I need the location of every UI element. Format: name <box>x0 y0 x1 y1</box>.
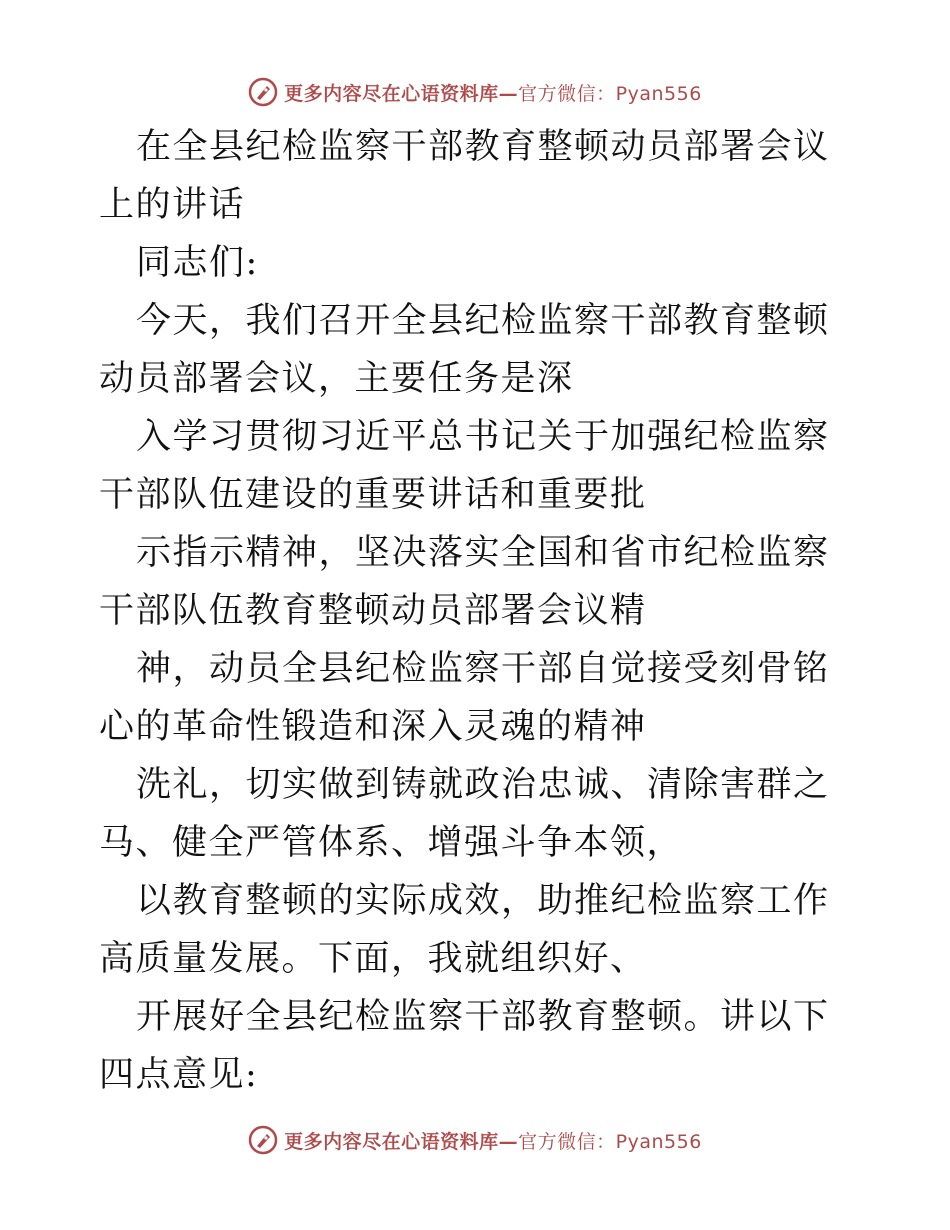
header-watermark <box>0 72 950 112</box>
watermark-brand: 更多内容尽在心语资料库 <box>284 82 499 105</box>
pen-nib-circle-icon <box>248 1125 278 1155</box>
watermark-dash: — <box>498 82 519 105</box>
document-body <box>99 118 859 1104</box>
body-paragraph: 神，动员全县纪检监察干部自觉接受刻骨铭心的革命性锻造和深入灵魂的精神 <box>99 649 830 747</box>
body-paragraph: 以教育整顿的实际成效，助推纪检监察工作高质量发展。下面，我就组织好、 <box>99 881 830 979</box>
watermark-wechat: 官方微信：Pyan556 <box>518 1130 702 1153</box>
body-paragraph: 洗礼，切实做到铸就政治忠诚、清除害群之马、健全严管体系、增强斗争本领， <box>99 765 830 863</box>
document-title: 在全县纪检监察干部教育整顿动员部署会议上的讲话 <box>99 127 830 225</box>
watermark-dash: — <box>498 1130 519 1153</box>
salutation: 同志们: <box>136 243 259 283</box>
footer-watermark <box>0 1120 950 1160</box>
watermark-wechat: 官方微信：Pyan556 <box>518 82 702 105</box>
body-paragraph: 入学习贯彻习近平总书记关于加强纪检监察干部队伍建设的重要讲话和重要批 <box>99 417 830 515</box>
watermark-text <box>284 1127 702 1154</box>
body-paragraph: 示指示精神，坚决落实全国和省市纪检监察干部队伍教育整顿动员部署会议精 <box>99 533 830 631</box>
body-paragraph: 开展好全县纪检监察干部教育整顿。讲以下四点意见: <box>99 997 830 1095</box>
body-paragraph: 今天，我们召开全县纪检监察干部教育整顿动员部署会议，主要任务是深 <box>99 301 830 399</box>
watermark-brand: 更多内容尽在心语资料库 <box>284 1130 499 1153</box>
watermark-text <box>284 79 702 106</box>
pen-nib-circle-icon <box>248 77 278 107</box>
